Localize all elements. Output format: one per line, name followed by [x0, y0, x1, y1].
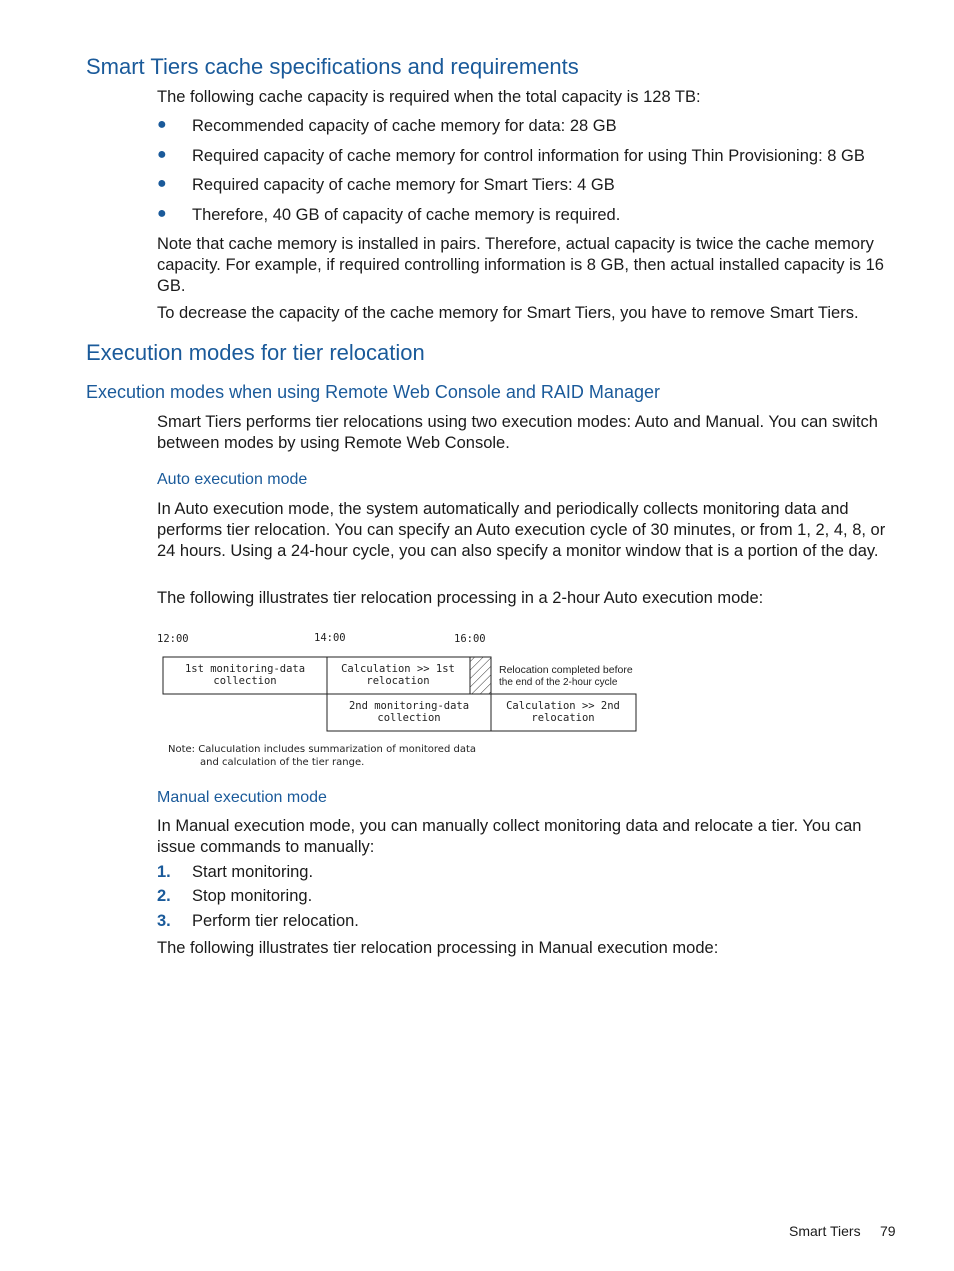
- time-label-1600: 16:00: [454, 633, 486, 645]
- footer-section-name: Smart Tiers: [789, 1223, 861, 1239]
- box4-line1: Calculation >> 2nd: [506, 700, 620, 712]
- page-number: 79: [880, 1223, 896, 1239]
- cache-decrease-note: To decrease the capacity of the cache memory for Smart Tiers, you have to remove Smart Tiers.: [157, 304, 859, 322]
- side-note-line2: the end of the 2-hour cycle: [499, 677, 618, 688]
- bullet-icon: ●: [157, 175, 167, 192]
- diagram-note-line2: and calculation of the tier range.: [200, 757, 365, 768]
- step-text: Stop monitoring.: [192, 887, 313, 905]
- execution-modes-intro: Smart Tiers performs tier relocations using two execution modes: Auto and Manual. You can switch between modes by using Remote Web Console.: [157, 413, 878, 452]
- list-item-text: Required capacity of cache memory for Smart Tiers: 4 GB: [192, 176, 615, 194]
- step-text: Start monitoring.: [192, 863, 314, 881]
- step-number: 1.: [157, 863, 171, 881]
- bullet-icon: ●: [157, 146, 167, 163]
- diagram-note-line1: Note: CalucuIation includes summarization of monitored data: [168, 744, 476, 755]
- bullet-icon: ●: [157, 116, 167, 133]
- list-item-text: Therefore, 40 GB of capacity of cache memory is required.: [192, 206, 621, 224]
- auto-relocation-diagram: [150, 625, 650, 775]
- list-item-text: Recommended capacity of cache memory for data: 28 GB: [192, 117, 617, 135]
- step-text: Perform tier relocation.: [192, 912, 359, 930]
- box1-line2: collection: [213, 675, 277, 687]
- box3-line2: collection: [377, 712, 441, 724]
- box2-line2: relocation: [366, 675, 430, 687]
- section-title-execution-modes: Execution modes for tier relocation: [86, 340, 425, 365]
- step-number: 2.: [157, 887, 171, 905]
- list-item-text: Required capacity of cache memory for control information for using Thin Provisioning: 8 GB: [192, 147, 865, 165]
- cache-intro: The following cache capacity is required when the total capacity is 128 TB:: [157, 88, 701, 106]
- bullet-icon: ●: [157, 205, 167, 222]
- manual-mode-title: Manual execution mode: [157, 789, 327, 806]
- hatched-relocation-box: [470, 657, 491, 694]
- auto-mode-description: In Auto execution mode, the system automatically and periodically collects monitoring data and performs tier relocation. You can specify an Auto execution cycle of 30 minutes, or from 1, 2, 4, 8, or 24 hours. Using a 24-hour cycle, you can also specify a monitor window that is a portion of the day.: [157, 500, 886, 560]
- cache-pairs-note: Note that cache memory is installed in pairs. Therefore, actual capacity is twice the cache memory capacity. For example, if required controlling information is 8 GB, then actual installed capacity is 16 GB.: [157, 235, 884, 295]
- box4-line2: relocation: [531, 712, 595, 724]
- side-note-line1: Relocation completed before: [499, 664, 633, 676]
- auto-mode-title: Auto execution mode: [157, 471, 308, 488]
- time-label-1400: 14:00: [314, 632, 346, 644]
- section-title-cache-specs: Smart Tiers cache specifications and requirements: [86, 54, 579, 79]
- manual-mode-description: In Manual execution mode, you can manually collect monitoring data and relocate a tier. You can issue commands to manually:: [157, 817, 862, 856]
- time-label-1200: 12:00: [157, 633, 189, 645]
- box1-line1: 1st monitoring-data: [184, 663, 306, 675]
- box3-line1: 2nd monitoring-data: [348, 700, 470, 712]
- step-number: 3.: [157, 912, 171, 930]
- box2-line1: Calculation >> 1st: [341, 663, 455, 675]
- manual-mode-illustration-intro: The following illustrates tier relocation processing in Manual execution mode:: [157, 939, 719, 957]
- auto-mode-illustration-intro: The following illustrates tier relocation processing in a 2-hour Auto execution mode:: [157, 589, 764, 607]
- subsection-title-remote-web-console: Execution modes when using Remote Web Console and RAID Manager: [86, 382, 660, 402]
